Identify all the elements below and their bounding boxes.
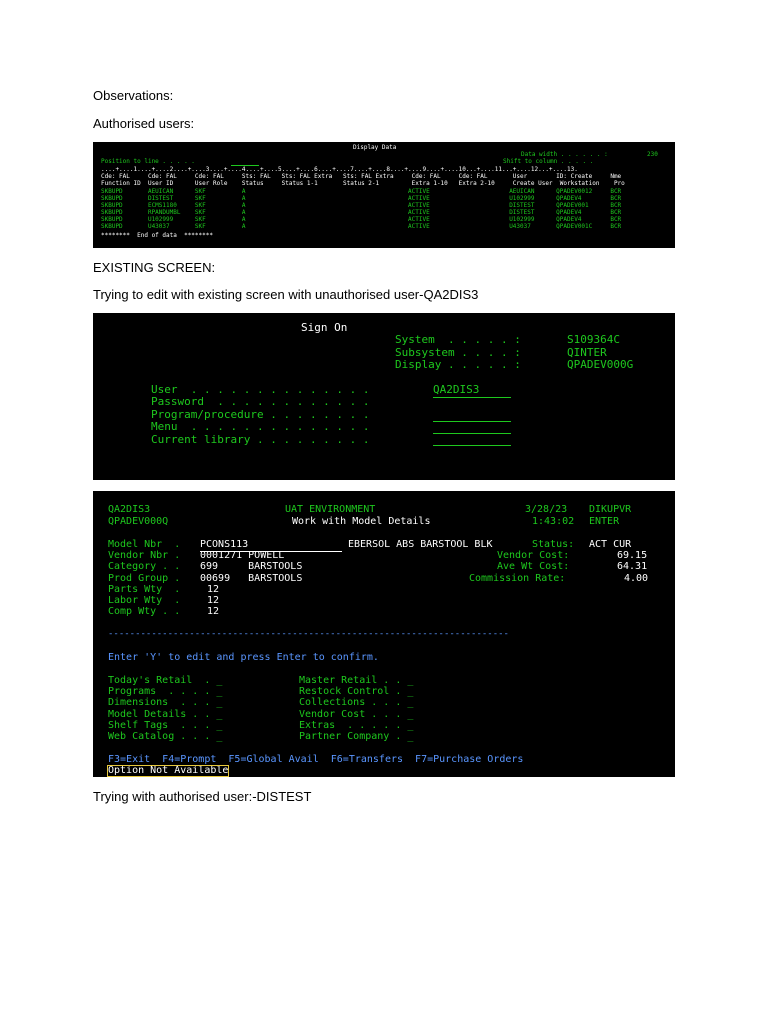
option-todays-retail[interactable]: Today's Retail . _ [108,675,223,686]
end-of-data: ******** End of data ******** [101,232,213,239]
table-row: SKBUPD RPANDUMBL SKF A ACTIVE DISTEST QPADEV4 BCR [101,209,622,216]
table-row: SKBUPD U43037 SKF A ACTIVE U43037 QPADEV001C BCR [101,223,622,230]
table-row: SKBUPD U102999 SKF A ACTIVE U102999 QPADEV4 BCR [101,216,622,223]
commission-rate-value: 4.00 [624,573,649,584]
model-details-screenshot [93,491,675,777]
parts-wty-label: Parts Wty . [108,584,181,595]
vendor-cost-value: 69.15 [617,550,648,561]
password-input[interactable] [433,421,511,422]
table-row: SKBUPD DISTEST SKF A ACTIVE U102999 QPADEV4 BCR [101,195,622,202]
option-model-details[interactable]: Model Details . . _ [108,709,223,720]
sign-on-title: Sign On [301,321,348,334]
table-row: SKBUPD AEUICAN SKF A ACTIVE AEUICAN QPADEV0012 BCR [101,188,622,195]
user-label: User . . . . . . . . . . . . . . [151,383,370,396]
option-programs[interactable]: Programs . . . . _ [108,686,223,697]
status-label: Status: [532,539,575,550]
current-library-label: Current library . . . . . . . . . [151,433,370,446]
display-value: QPADEV000G [567,358,634,371]
function-keys[interactable]: F3=Exit F4=Prompt F5=Global Avail F6=Transfers F7=Purchase Orders [108,754,524,765]
header-job: DIKUPVR [589,504,632,515]
option-shelf-tags[interactable]: Shelf Tags . . . _ [108,720,223,731]
divider-line: -------------------------------------------------------------------------- [108,629,509,639]
system-label: System . . . . . : [395,333,521,346]
option-master-retail[interactable]: Master Retail . . _ [299,675,414,686]
header-mode: ENTER [589,516,620,527]
authorised-note: Trying with authorised user:-DISTEST [93,789,312,804]
vendor-cost-label: Vendor Cost: [497,550,570,561]
model-nbr-input[interactable]: PCONS113 [200,540,342,552]
option-partner-company[interactable]: Partner Company . _ [299,731,414,742]
observations-heading: Observations: [93,88,174,103]
table-row: SKBUPD ECMS1180 SKF A ACTIVE DISTEST QPADEV001 BCR [101,202,622,209]
header-environment: UAT ENVIRONMENT [285,504,376,515]
model-nbr-label: Model Nbr . [108,539,181,550]
commission-rate-label: Commission Rate: [469,573,566,584]
option-dimensions[interactable]: Dimensions . . . _ [108,697,223,708]
header-device: QPADEV000Q [108,516,169,527]
option-extras[interactable]: Extras . . . . . _ [299,720,414,731]
header-date: 3/28/23 [525,504,568,515]
option-collections[interactable]: Collections . . . _ [299,697,414,708]
header-user: QA2DIS3 [108,504,151,515]
column-header-2: Function ID User ID User Role Status Status 1-1 Status 2-1 Extra 1-10 Extra 2-10 Create User Workstation Pro [101,180,625,187]
category-value: 699 BARSTOOLS [200,561,303,572]
ave-wt-cost-value: 64.31 [617,561,648,572]
subsystem-value: QINTER [567,346,607,359]
display-data-screenshot [93,142,675,248]
labor-wty-value: 12 [207,595,220,606]
display-data-title: Display Data [353,144,397,151]
option-vendor-cost[interactable]: Vendor Cost . . . _ [299,709,414,720]
prod-group-label: Prod Group . [108,573,181,584]
vendor-nbr-label: Vendor Nbr . [108,550,181,561]
position-to-line-label: Position to line . . . . . [101,158,195,165]
column-ruler: ....+....1....+....2....+....3....+....4....+....5....+....6....+....7....+....8....+....9....+....10...+....11...+....12...+....13. [101,166,578,173]
program-procedure-input[interactable] [433,433,511,434]
program-procedure-label: Program/procedure . . . . . . . . [151,408,370,421]
labor-wty-label: Labor Wty . [108,595,181,606]
option-web-catalog[interactable]: Web Catalog . . . _ [108,731,223,742]
option-restock-control[interactable]: Restock Control . _ [299,686,414,697]
comp-wty-label: Comp Wty . . [108,606,181,617]
parts-wty-value: 12 [207,584,220,595]
authorised-users-heading: Authorised users: [93,116,195,131]
data-width-value: 230 [647,151,658,158]
unauthorised-note: Trying to edit with existing screen with unauthorised user-QA2DIS3 [93,287,479,302]
header-time: 1:43:02 [532,516,575,527]
user-input[interactable]: QA2DIS3 [433,384,511,398]
subsystem-label: Subsystem . . . . : [395,346,521,359]
display-label: Display . . . . . : [395,358,521,371]
ave-wt-cost-label: Ave Wt Cost: [497,561,570,572]
comp-wty-value: 12 [207,606,220,617]
status-value: ACT CUR [589,539,632,550]
password-label: Password . . . . . . . . . . . . [151,395,370,408]
menu-label: Menu . . . . . . . . . . . . . . [151,420,370,433]
column-header-1: Cde: FAL Cde: FAL Cde: FAL Sts: FAL Sts: FAL Extra Sts: FAL Extra Cde: FAL Cde: FAL User ID: Create Nme [101,173,622,180]
data-width-label: Data width . . . . . . : [521,151,608,158]
screen-subtitle: Work with Model Details [292,516,431,527]
vendor-nbr-value: 0001271 POWELL [200,550,285,561]
prod-group-value: 00699 BARSTOOLS [200,573,303,584]
system-value: S109364C [567,333,620,346]
menu-input[interactable] [433,445,511,446]
sign-on-screenshot [93,313,675,480]
error-message: Option Not Available [108,765,229,776]
edit-instruction: Enter 'Y' to edit and press Enter to confirm. [108,652,379,663]
model-description: EBERSOL ABS BARSTOOL BLK [348,539,493,550]
category-label: Category . . [108,561,181,572]
existing-screen-heading: EXISTING SCREEN: [93,260,216,275]
shift-to-column-label: Shift to column . . . . . [503,158,594,165]
